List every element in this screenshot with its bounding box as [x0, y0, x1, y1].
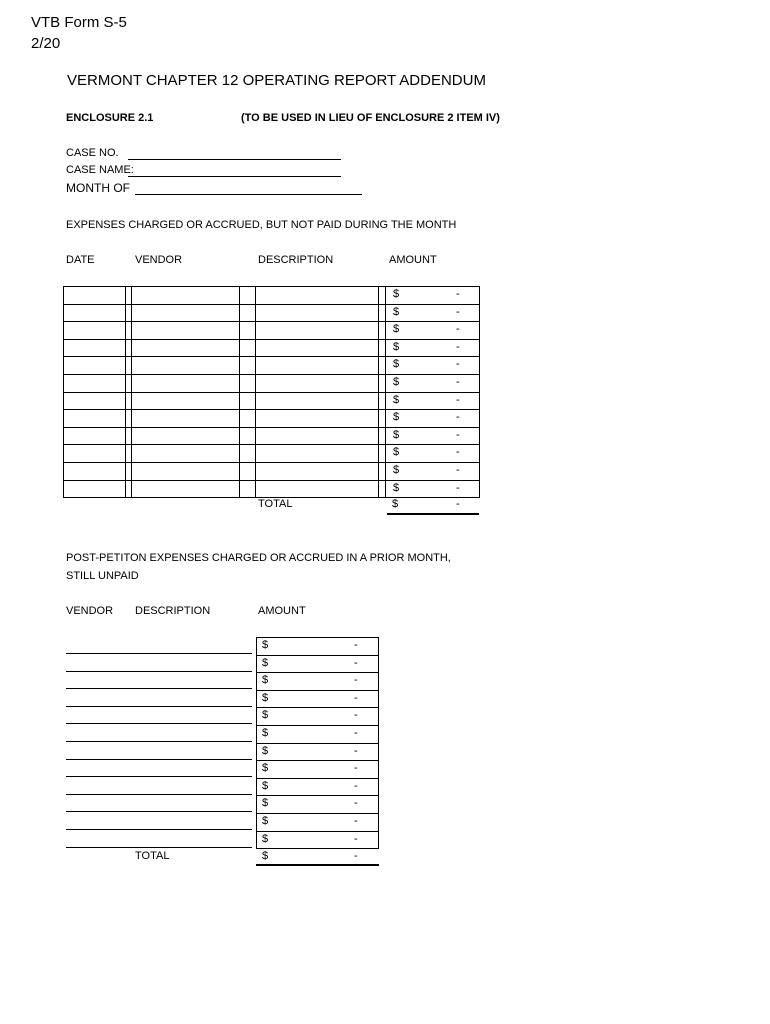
col-header-vendor: VENDOR	[135, 254, 183, 266]
vendor-description-line[interactable]	[66, 671, 252, 672]
row-amount[interactable]: -	[456, 323, 460, 336]
row-amount[interactable]: -	[456, 288, 460, 300]
row-currency: $	[262, 762, 269, 775]
col2-header-vendor: VENDOR	[66, 605, 114, 617]
row-amount[interactable]: -	[354, 727, 358, 739]
row-currency: $	[262, 674, 269, 687]
table-row[interactable]	[257, 761, 378, 779]
page-title: VERMONT CHAPTER 12 OPERATING REPORT ADDENDUM	[67, 72, 486, 89]
row-amount[interactable]: -	[354, 815, 358, 827]
vendor-description-line[interactable]	[66, 794, 252, 795]
table-row[interactable]	[257, 691, 378, 709]
row-currency: $	[262, 727, 269, 739]
table-row[interactable]	[257, 656, 378, 674]
table-row[interactable]	[64, 428, 479, 446]
table-row[interactable]	[64, 340, 479, 358]
section2-total-currency: $	[262, 850, 269, 862]
section1-total-label: TOTAL	[258, 498, 293, 510]
table-row[interactable]	[257, 673, 378, 691]
table-row[interactable]	[257, 638, 378, 656]
row-amount[interactable]: -	[354, 709, 358, 722]
row-currency: $	[393, 481, 400, 494]
table-row[interactable]	[64, 375, 479, 393]
section2-heading-line1: POST-PETITON EXPENSES CHARGED OR ACCRUED IN A PRIOR MONTH,	[66, 552, 451, 564]
vendor-description-line[interactable]	[66, 688, 252, 689]
case-no-label: CASE NO.	[66, 147, 119, 159]
table-row[interactable]	[257, 814, 378, 832]
section2-heading-line2: STILL UNPAID	[66, 570, 139, 582]
row-amount[interactable]: -	[456, 464, 460, 476]
row-currency: $	[393, 411, 400, 424]
table-row[interactable]	[64, 357, 479, 375]
case-no-field[interactable]	[128, 159, 341, 160]
section1-total-currency: $	[392, 498, 399, 510]
row-amount[interactable]: -	[354, 797, 358, 810]
row-amount[interactable]: -	[354, 762, 358, 775]
row-currency: $	[393, 446, 400, 459]
row-currency: $	[262, 832, 269, 845]
form-date: 2/20	[31, 35, 61, 52]
row-currency: $	[262, 691, 269, 704]
row-amount[interactable]: -	[354, 691, 358, 704]
row-amount[interactable]: -	[354, 639, 358, 651]
row-currency: $	[393, 288, 400, 300]
row-currency: $	[262, 815, 269, 827]
row-currency: $	[262, 797, 269, 810]
row-currency: $	[262, 709, 269, 722]
col2-header-amount: AMOUNT	[258, 605, 306, 617]
row-amount[interactable]: -	[354, 674, 358, 687]
section1-heading: EXPENSES CHARGED OR ACCRUED, BUT NOT PAID DURING THE MONTH	[66, 219, 457, 231]
table-row[interactable]	[64, 287, 479, 305]
vendor-description-line[interactable]	[66, 759, 252, 760]
col2-header-description: DESCRIPTION	[135, 605, 211, 617]
expenses-table	[63, 286, 480, 498]
row-currency: $	[393, 376, 400, 388]
row-amount[interactable]: -	[456, 393, 460, 406]
table-row[interactable]	[64, 305, 479, 323]
row-amount[interactable]: -	[456, 411, 460, 424]
section2-total-underline	[256, 864, 379, 866]
row-currency: $	[262, 656, 269, 669]
case-name-label: CASE NAME:	[66, 164, 134, 176]
row-amount[interactable]: -	[354, 744, 358, 757]
row-currency: $	[393, 340, 400, 353]
table-row[interactable]	[257, 796, 378, 814]
row-amount[interactable]: -	[456, 446, 460, 459]
form-id: VTB Form S-5	[31, 14, 127, 31]
row-amount[interactable]: -	[456, 428, 460, 441]
table-row[interactable]	[257, 726, 378, 744]
table-row[interactable]	[257, 744, 378, 762]
table-row[interactable]	[64, 445, 479, 463]
prior-expenses-table	[256, 637, 379, 849]
vendor-description-line[interactable]	[66, 723, 252, 724]
row-currency: $	[393, 305, 400, 318]
row-amount[interactable]: -	[354, 779, 358, 792]
row-amount[interactable]: -	[456, 376, 460, 388]
col-header-date: DATE	[66, 254, 95, 266]
vendor-description-line[interactable]	[66, 706, 252, 707]
row-currency: $	[262, 779, 269, 792]
row-amount[interactable]: -	[354, 656, 358, 669]
col-header-amount: AMOUNT	[389, 254, 437, 266]
table-row[interactable]	[64, 463, 479, 481]
case-name-field[interactable]	[128, 176, 341, 177]
row-amount[interactable]: -	[456, 340, 460, 353]
vendor-description-line[interactable]	[66, 847, 252, 848]
section1-total-underline	[387, 513, 479, 515]
vendor-description-line[interactable]	[66, 741, 252, 742]
vendor-description-line[interactable]	[66, 776, 252, 777]
row-currency: $	[393, 358, 400, 371]
table-row[interactable]	[64, 322, 479, 340]
row-amount[interactable]: -	[456, 358, 460, 371]
table-row[interactable]	[257, 779, 378, 797]
row-amount[interactable]: -	[354, 832, 358, 845]
table-row[interactable]	[64, 393, 479, 411]
row-currency: $	[262, 744, 269, 757]
row-currency: $	[393, 393, 400, 406]
table-row[interactable]	[64, 410, 479, 428]
section2-total-label: TOTAL	[135, 850, 170, 862]
table-row[interactable]	[257, 708, 378, 726]
row-currency: $	[393, 323, 400, 336]
enclosure-label: ENCLOSURE 2.1	[66, 112, 154, 124]
row-amount[interactable]: -	[456, 305, 460, 318]
row-currency: $	[393, 428, 400, 441]
vendor-description-line[interactable]	[66, 829, 252, 830]
row-currency: $	[393, 464, 400, 476]
month-of-label: MONTH OF	[66, 181, 130, 195]
enclosure-note: (TO BE USED IN LIEU OF ENCLOSURE 2 ITEM IV)	[241, 112, 500, 124]
month-of-field[interactable]	[135, 194, 362, 195]
section2-total-amount: -	[354, 850, 358, 862]
row-amount[interactable]: -	[456, 481, 460, 494]
vendor-description-line[interactable]	[66, 811, 252, 812]
vendor-description-line[interactable]	[66, 653, 252, 654]
col-header-description: DESCRIPTION	[258, 254, 334, 266]
section1-total-amount: -	[456, 498, 460, 510]
row-currency: $	[262, 639, 269, 651]
